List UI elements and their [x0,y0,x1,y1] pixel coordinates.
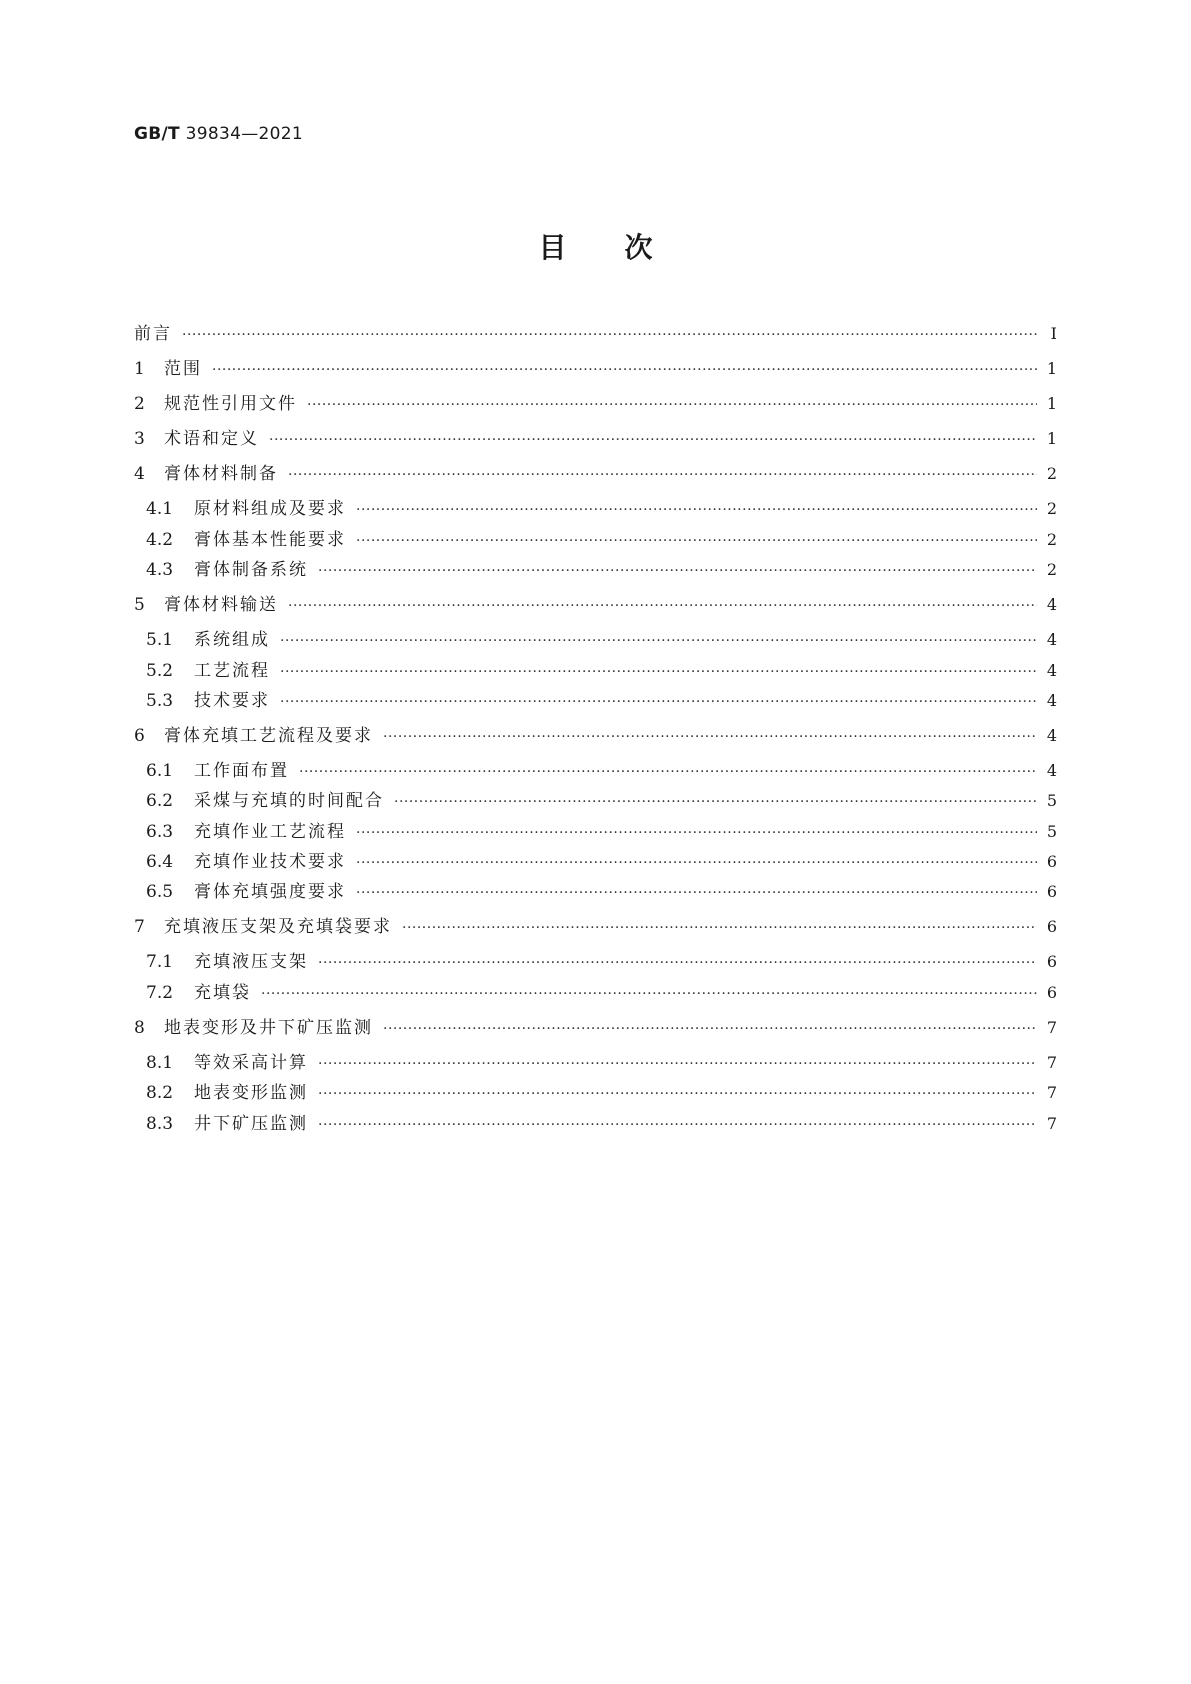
toc-leader-dots [356,530,1037,552]
toc-subentry[interactable] [134,629,1057,652]
toc-entry-number: 2 [134,394,145,414]
toc-leader-dots [212,359,1037,381]
toc-entry[interactable] [134,916,1057,939]
toc-entry-number: 1 [134,359,145,379]
toc-leader-dots [261,983,1037,1005]
toc-entry-page: 1 [1046,394,1057,413]
toc-entry-page: 7 [1046,1018,1057,1037]
toc-leader-dots [318,1114,1037,1136]
toc-entry-page: 4 [1046,661,1057,680]
toc-entry-label: 膏体基本性能要求 [194,530,346,550]
toc-entry-label: 膏体充填强度要求 [194,882,346,902]
toc-entry-label: 充填液压支架及充填袋要求 [164,917,392,937]
toc-subentry[interactable] [134,881,1057,904]
toc-leader-dots [356,852,1037,874]
toc-entry-page: 4 [1046,630,1057,649]
toc-entry-label: 系统组成 [194,630,270,650]
toc-entry-number: 6.3 [146,822,174,842]
toc-title: 目次 [538,231,711,264]
toc-entry-label: 术语和定义 [164,429,259,449]
toc-leader-dots [383,726,1037,748]
toc-subentry[interactable] [134,821,1057,844]
toc-entry-number: 8.3 [146,1114,174,1134]
toc-leader-dots [280,661,1037,683]
toc-entry-number: 6.4 [146,852,174,872]
toc-entry[interactable] [134,594,1057,617]
toc-entry-label: 膏体制备系统 [194,560,308,580]
toc-subentry[interactable] [134,982,1057,1005]
toc-entry-number: 6 [134,726,145,746]
toc-leader-dots [280,630,1037,652]
toc-entry-label: 前言 [134,324,172,344]
toc-entry-label: 膏体材料输送 [164,595,278,615]
toc-entry-number: 7 [134,917,145,937]
toc-entry-page: 4 [1046,726,1057,745]
toc-entry-label: 地表变形及井下矿压监测 [164,1018,373,1038]
toc-entry-label: 膏体材料制备 [164,464,278,484]
toc-subentry[interactable] [134,1113,1057,1136]
toc-entry-label: 原材料组成及要求 [194,499,346,519]
toc-entry-page: 2 [1046,560,1057,579]
toc-entry-page: 6 [1046,852,1057,871]
toc-entry-page: 7 [1046,1053,1057,1072]
toc-entry-page: 4 [1046,691,1057,710]
toc-entry-number: 4.2 [146,530,174,550]
toc-entry-page: 6 [1046,952,1057,971]
toc-leader-dots [280,691,1037,713]
toc-subentry[interactable] [134,559,1057,582]
toc-entry-label: 范围 [164,359,202,379]
toc-entry-page: 7 [1046,1114,1057,1133]
document-code-prefix: GB/T [134,124,180,144]
toc-subentry[interactable] [134,660,1057,683]
toc-subentry[interactable] [134,790,1057,813]
toc-leader-dots [182,324,1037,346]
toc-entry[interactable] [134,358,1057,381]
toc-entry-page: 6 [1046,983,1057,1002]
toc-entry-page: 4 [1046,761,1057,780]
toc-entry-label: 工作面布置 [194,761,289,781]
toc-leader-dots [318,952,1037,974]
toc-subentry[interactable] [134,951,1057,974]
toc-leader-dots [318,1083,1037,1105]
toc-entry-label: 等效采高计算 [194,1053,308,1073]
toc-entry-number: 7.2 [146,983,174,1003]
toc-entry-page: 5 [1046,791,1057,810]
toc-leader-dots [394,791,1037,813]
toc-entry-number: 8.2 [146,1083,174,1103]
toc-entry-label: 规范性引用文件 [164,394,297,414]
table-of-contents [134,323,1057,1136]
toc-entry-page: 1 [1046,429,1057,448]
toc-leader-dots [318,560,1037,582]
toc-leader-dots [307,394,1037,416]
toc-entry-number: 5.2 [146,661,174,681]
toc-entry-label: 膏体充填工艺流程及要求 [164,726,373,746]
document-code [134,124,303,144]
toc-entry-number: 8 [134,1018,145,1038]
toc-entry-label: 充填袋 [194,983,251,1003]
toc-entry-number: 4.1 [146,499,174,519]
toc-entry-number: 5.1 [146,630,174,650]
toc-entry[interactable] [134,393,1057,416]
toc-leader-dots [356,882,1037,904]
toc-entry-label: 充填液压支架 [194,952,308,972]
toc-entry-page: 4 [1046,595,1057,614]
toc-leader-dots [299,761,1037,783]
toc-entry-label: 充填作业技术要求 [194,852,346,872]
toc-entry-number: 8.1 [146,1053,174,1073]
toc-entry-page: Ⅰ [1050,324,1057,343]
toc-entry-number: 6.2 [146,791,174,811]
toc-entry[interactable] [134,428,1057,451]
toc-entry-page: 1 [1046,359,1057,378]
toc-subentry[interactable] [134,1052,1057,1075]
toc-entry-number: 4 [134,464,145,484]
toc-entry[interactable] [134,463,1057,486]
toc-leader-dots [288,595,1037,617]
toc-subentry[interactable] [134,760,1057,783]
toc-leader-dots [288,464,1037,486]
toc-leader-dots [356,499,1037,521]
toc-entry-number: 6.1 [146,761,174,781]
toc-subentry[interactable] [134,1082,1057,1105]
toc-entry[interactable] [134,1017,1057,1040]
toc-entry-label: 充填作业工艺流程 [194,822,346,842]
toc-leader-dots [269,429,1037,451]
toc-subentry[interactable] [134,851,1057,874]
toc-entry[interactable] [134,323,1057,346]
document-code-number: 39834—2021 [185,124,303,144]
toc-entry-label: 地表变形监测 [194,1083,308,1103]
toc-entry-page: 2 [1046,499,1057,518]
toc-entry-label: 采煤与充填的时间配合 [194,791,384,811]
toc-entry-page: 6 [1046,882,1057,901]
toc-entry-page: 5 [1046,822,1057,841]
toc-entry-label: 技术要求 [194,691,270,711]
toc-entry-label: 工艺流程 [194,661,270,681]
toc-entry-page: 7 [1046,1083,1057,1102]
toc-entry-number: 7.1 [146,952,174,972]
toc-leader-dots [383,1018,1037,1040]
toc-subentry[interactable] [134,690,1057,713]
toc-entry-page: 2 [1046,464,1057,483]
toc-leader-dots [402,917,1037,939]
toc-entry-number: 6.5 [146,882,174,902]
toc-entry-number: 3 [134,429,145,449]
toc-leader-dots [356,822,1037,844]
toc-entry-page: 6 [1046,917,1057,936]
toc-subentry[interactable] [134,498,1057,521]
toc-entry-number: 5.3 [146,691,174,711]
toc-entry-page: 2 [1046,530,1057,549]
toc-entry-label: 井下矿压监测 [194,1114,308,1134]
toc-entry-number: 4.3 [146,560,174,580]
toc-entry-number: 5 [134,595,145,615]
toc-leader-dots [318,1053,1037,1075]
toc-subentry[interactable] [134,529,1057,552]
toc-entry[interactable] [134,725,1057,748]
